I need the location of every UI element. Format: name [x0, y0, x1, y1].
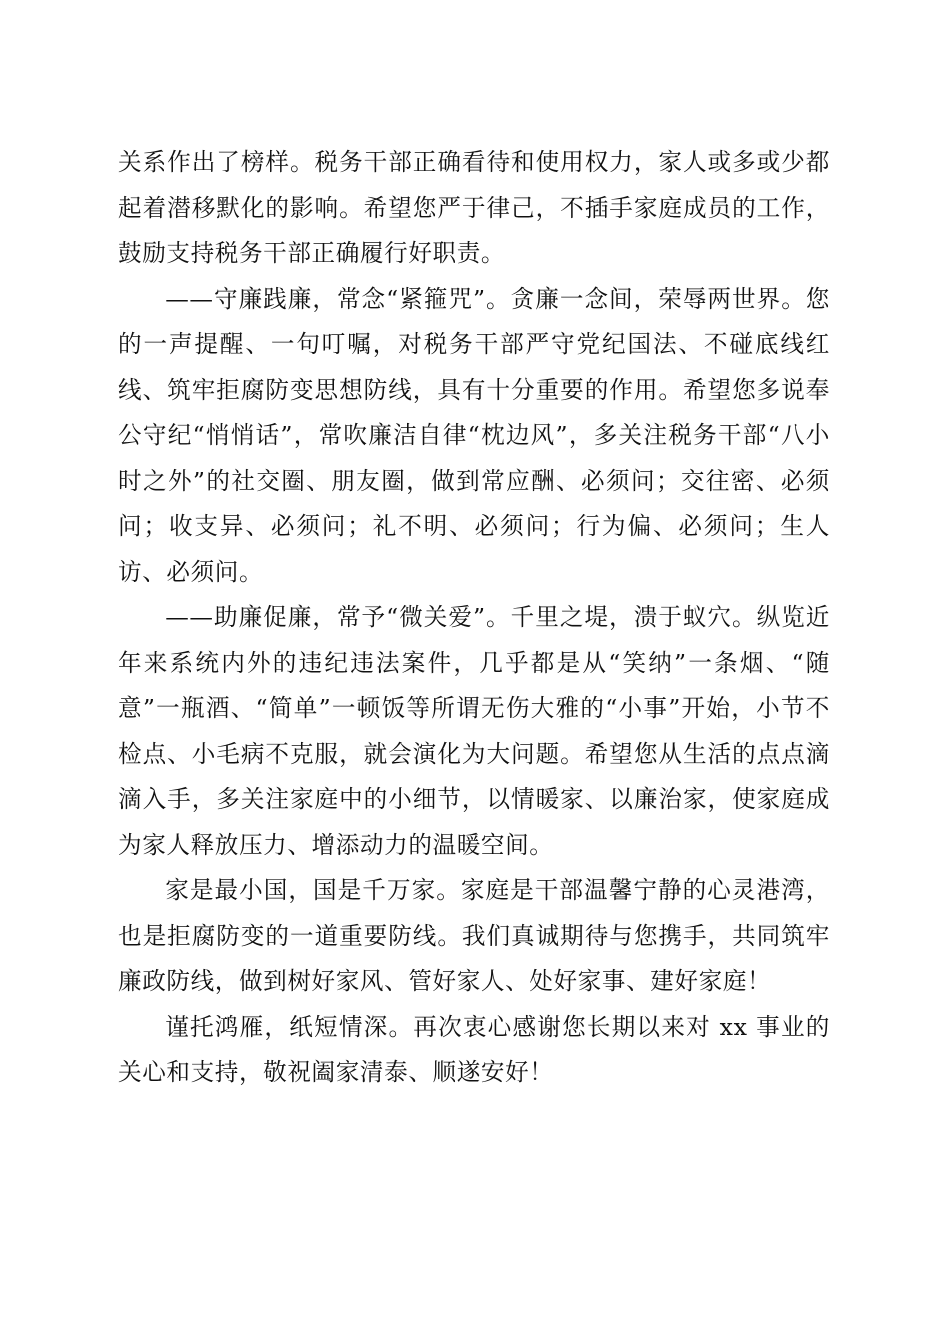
paragraph-guard-integrity: ——守廉践廉，常念“紧箍咒”。贪廉一念间，荣辱两世界。您的一声提醒、一句叮嘱，对税务干部严守党纪国法、不碰底线红线、筑牢拒腐防变思想防线，具有十分重要的作用。希望您多说奉公守纪“悄悄话”，常吹廉洁自律“枕边风”，多关注税务干部“八小时之外”的社交圈、朋友圈，做到常应酬、必须问；交往密、必须问；收支异、必须问；礼不明、必须问；行为偏、必须问；生人访、必须问。 [118, 284, 830, 586]
letter-body [118, 140, 830, 1096]
paragraph-promote-integrity: ——助廉促廉，常予“微关爱”。千里之堤，溃于蚁穴。纵览近年来系统内外的违纪违法案件，几乎都是从“笑纳”一条烟、“随意”一瓶酒、“简单”一顿饭等所谓无伤大雅的“小事”开始，小节不检点、小毛病不克服，就会演化为大问题。希望您从生活的点点滴滴入手，多关注家庭中的小细节，以情暖家、以廉治家，使家庭成为家人释放压力、增添动力的温暖空间。 [118, 603, 830, 859]
paragraph-closing-wishes: 谨托鸿雁，纸短情深。再次衷心感谢您长期以来对 xx 事业的关心和支持，敬祝阖家清泰、顺遂安好！ [118, 1012, 830, 1086]
paragraph-family-example: 关系作出了榜样。税务干部正确看待和使用权力，家人或多或少都起着潜移默化的影响。希望您严于律己，不插手家庭成员的工作，鼓励支持税务干部正确履行好职责。 [118, 148, 830, 267]
paragraph-family-nation: 家是最小国，国是千万家。家庭是干部温馨宁静的心灵港湾，也是拒腐防变的一道重要防线。我们真诚期待与您携手，共同筑牢廉政防线，做到树好家风、管好家人、处好家事、建好家庭！ [118, 876, 830, 995]
